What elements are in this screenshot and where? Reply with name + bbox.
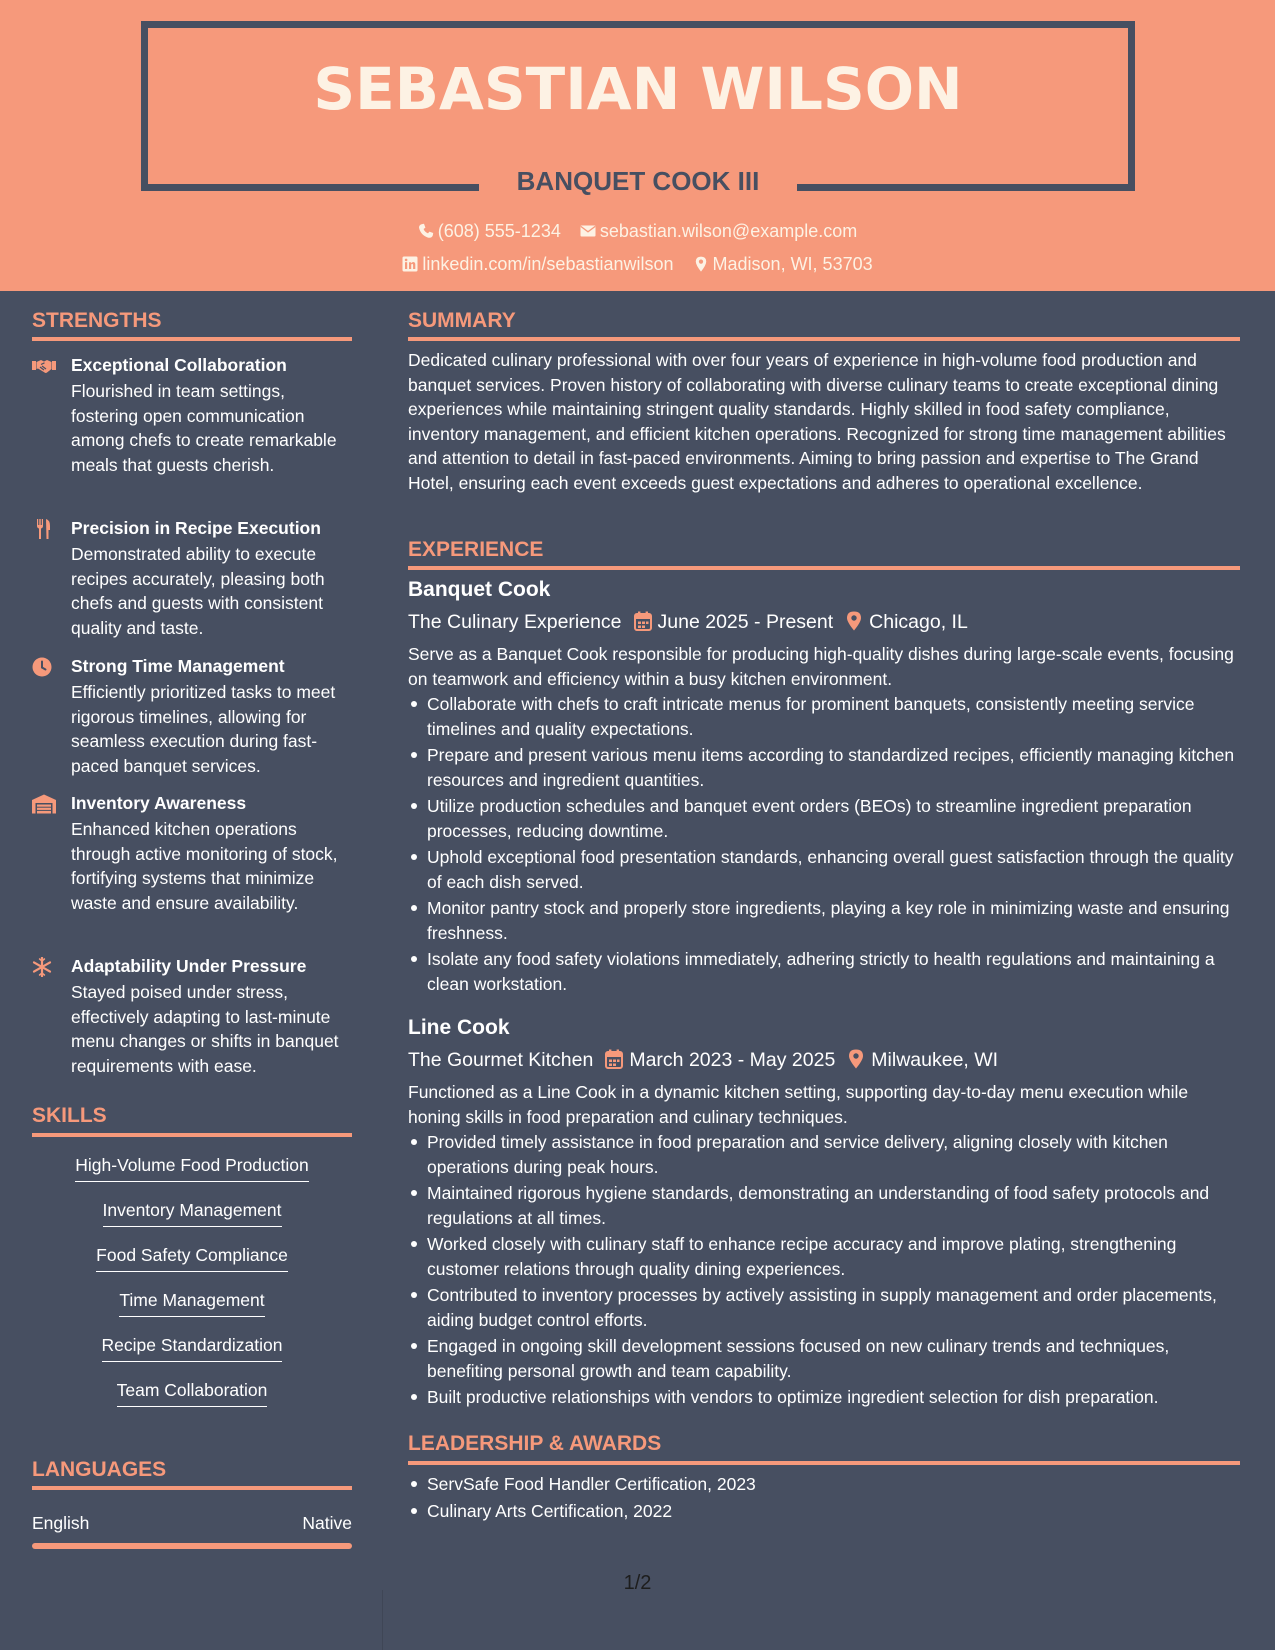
strength-name: Inventory Awareness: [71, 793, 247, 813]
list-item: Prepare and present various menu items according to standardized recipes, efficiently managing kitchen resources and ingredient quantities.: [408, 743, 1240, 792]
strengths-rule: [32, 337, 352, 341]
skill-label: Food Safety Compliance: [96, 1247, 288, 1272]
map-pin-icon: [847, 1049, 865, 1069]
candidate-name: SEBASTIAN WILSON: [313, 55, 963, 123]
phone-icon: [418, 223, 434, 239]
job-meta: [408, 611, 968, 633]
job-dates: March 2023 - May 2025: [629, 1049, 836, 1071]
list-item: Worked closely with culinary staff to enhance recipe accuracy and improve plating, strengthening customer relations through quality dining experiences.: [408, 1232, 1240, 1281]
job-dates: June 2025 - Present: [657, 611, 834, 633]
strength-name: Strong Time Management: [71, 656, 285, 676]
job-title-banquet-cook: Banquet Cook: [408, 578, 551, 601]
phone-text: (608) 555-1234: [437, 221, 561, 241]
strength-name: Precision in Recipe Execution: [71, 518, 321, 538]
job-bullets: [408, 692, 1240, 998]
skill-label: Time Management: [119, 1292, 264, 1317]
linkedin-contact[interactable]: [402, 255, 673, 273]
experience-heading: EXPERIENCE: [408, 538, 544, 561]
skills-rule: [32, 1133, 352, 1137]
list-item: Collaborate with chefs to craft intricate menus for prominent banquets, consistently meeting service timelines and quality expectations.: [408, 692, 1240, 741]
skill-tag: [32, 1337, 352, 1362]
column-divider: [382, 1590, 383, 1650]
skill-tag: [32, 1202, 352, 1227]
skill-tag: [32, 1382, 352, 1407]
phone-contact[interactable]: [418, 222, 561, 240]
clock-icon: [32, 657, 56, 677]
strength-description: Enhanced kitchen operations through active monitoring of stock, fortifying systems that minimize waste and ensure availability.: [71, 819, 338, 913]
contact-row-1: [0, 222, 1275, 240]
summary-rule: [408, 337, 1240, 341]
calendar-icon: [605, 1049, 623, 1069]
skill-label: Team Collaboration: [117, 1382, 268, 1407]
header-frame-bottom-right: [797, 184, 1135, 191]
skill-label: High-Volume Food Production: [75, 1157, 308, 1182]
envelope-icon: [580, 223, 596, 239]
language-proficiency-bar: [32, 1543, 352, 1549]
list-item: Built productive relationships with vendors to optimize ingredient selection for dish preparation.: [408, 1385, 1240, 1410]
snowflake-icon: [32, 957, 56, 977]
list-item: Utilize production schedules and banquet event orders (BEOs) to streamline ingredient preparation processes, reducing downtime.: [408, 794, 1240, 843]
list-item: Provided timely assistance in food preparation and service delivery, aligning closely with kitchen operations during peak hours.: [408, 1130, 1240, 1179]
awards-list: [408, 1472, 1240, 1525]
linkedin-icon: [402, 256, 418, 272]
list-item: Maintained rigorous hygiene standards, demonstrating an understanding of food safety protocols and regulations at all times.: [408, 1181, 1240, 1230]
experience-rule: [408, 566, 1240, 570]
job-title-line-cook: Line Cook: [408, 1016, 510, 1039]
email-contact[interactable]: [580, 222, 857, 240]
job-summary: Serve as a Banquet Cook responsible for producing high-quality dishes during large-scale events, focusing on teamwork and efficiency within a busy kitchen environment.: [408, 644, 1234, 689]
list-item: Uphold exceptional food presentation standards, enhancing overall guest satisfaction through the quality of each dish served.: [408, 845, 1240, 894]
languages-rule: [32, 1486, 352, 1490]
strength-description: Efficiently prioritized tasks to meet rigorous timelines, allowing for seamless execution during fast-paced banquet services.: [71, 682, 336, 776]
skill-label: Inventory Management: [103, 1202, 282, 1227]
job-bullets: [408, 1130, 1240, 1412]
company-name: The Culinary Experience: [408, 611, 622, 633]
strength-name: Adaptability Under Pressure: [71, 956, 307, 976]
email-text: sebastian.wilson@example.com: [599, 221, 858, 241]
handshake-icon: [32, 356, 56, 376]
summary-heading: SUMMARY: [408, 309, 516, 332]
contact-row-2: [0, 255, 1275, 273]
awards-heading: LEADERSHIP & AWARDS: [408, 1432, 662, 1455]
languages-heading: LANGUAGES: [32, 1458, 167, 1481]
map-pin-icon: [693, 256, 709, 272]
strength-description: Flourished in team settings, fostering open communication among chefs to create remarkable meals that guests cherish.: [71, 381, 337, 475]
awards-rule: [408, 1461, 1240, 1465]
location-text: Madison, WI, 53703: [712, 254, 873, 274]
warehouse-icon: [32, 794, 56, 814]
linkedin-text: linkedin.com/in/sebastianwilson: [422, 254, 674, 274]
language-level: Native: [302, 1513, 352, 1533]
skill-tag: [32, 1292, 352, 1317]
resume-header: [0, 0, 1275, 291]
list-item: Monitor pantry stock and properly store ingredients, playing a key role in minimizing waste and ensuring freshness.: [408, 896, 1240, 945]
job-meta: [408, 1049, 998, 1071]
job-location: Chicago, IL: [869, 611, 968, 633]
strength-description: Stayed poised under stress, effectively adapting to last-minute menu changes or shifts in banquet requirements with ease.: [71, 982, 339, 1076]
skill-label: Recipe Standardization: [102, 1337, 283, 1362]
list-item: Engaged in ongoing skill development sessions focused on new culinary trends and techniques, benefiting personal growth and team capability.: [408, 1334, 1240, 1383]
summary-text: Dedicated culinary professional with over four years of experience in high-volume food production and banquet services. Proven history of collaborating with diverse culinary teams to create exceptional dining experiences while maintaining stringent quality standards. Highly skilled in food safety compliance, inventory management, and efficient kitchen operations. Recognized for strong time management abilities and attention to detail in fast-paced environments. Aiming to bring passion and expertise to The Grand Hotel, ensuring each event exceeds guest expectations and adheres to operational excellence.: [408, 350, 1226, 493]
utensils-icon: [32, 519, 56, 539]
page-number: 1/2: [623, 1572, 652, 1594]
strength-description: Demonstrated ability to execute recipes accurately, pleasing both chefs and guests with consistent quality and taste.: [71, 544, 325, 638]
language-name: English: [32, 1513, 90, 1533]
company-name: The Gourmet Kitchen: [408, 1049, 594, 1071]
list-item: Contributed to inventory processes by actively assisting in supply management and order placements, aiding budget control efforts.: [408, 1283, 1240, 1332]
map-pin-icon: [845, 611, 863, 631]
list-item: Isolate any food safety violations immediately, adhering strictly to health regulations and maintaining a clean workstation.: [408, 947, 1240, 996]
list-item: ServSafe Food Handler Certification, 2023: [408, 1472, 1240, 1497]
list-item: Culinary Arts Certification, 2022: [408, 1499, 1240, 1524]
job-title: BANQUET COOK III: [516, 166, 760, 196]
strengths-heading: STRENGTHS: [32, 309, 162, 332]
calendar-icon: [634, 611, 652, 631]
header-frame-bottom-left: [141, 184, 479, 191]
location-contact: [693, 255, 873, 273]
skill-tag: [32, 1157, 352, 1182]
skill-tag: [32, 1247, 352, 1272]
skills-heading: SKILLS: [32, 1104, 107, 1127]
job-summary: Functioned as a Line Cook in a dynamic kitchen setting, supporting day-to-day menu execution while honing skills in food preparation and culinary techniques.: [408, 1082, 1189, 1127]
strength-name: Exceptional Collaboration: [71, 355, 287, 375]
job-location: Milwaukee, WI: [871, 1049, 999, 1071]
